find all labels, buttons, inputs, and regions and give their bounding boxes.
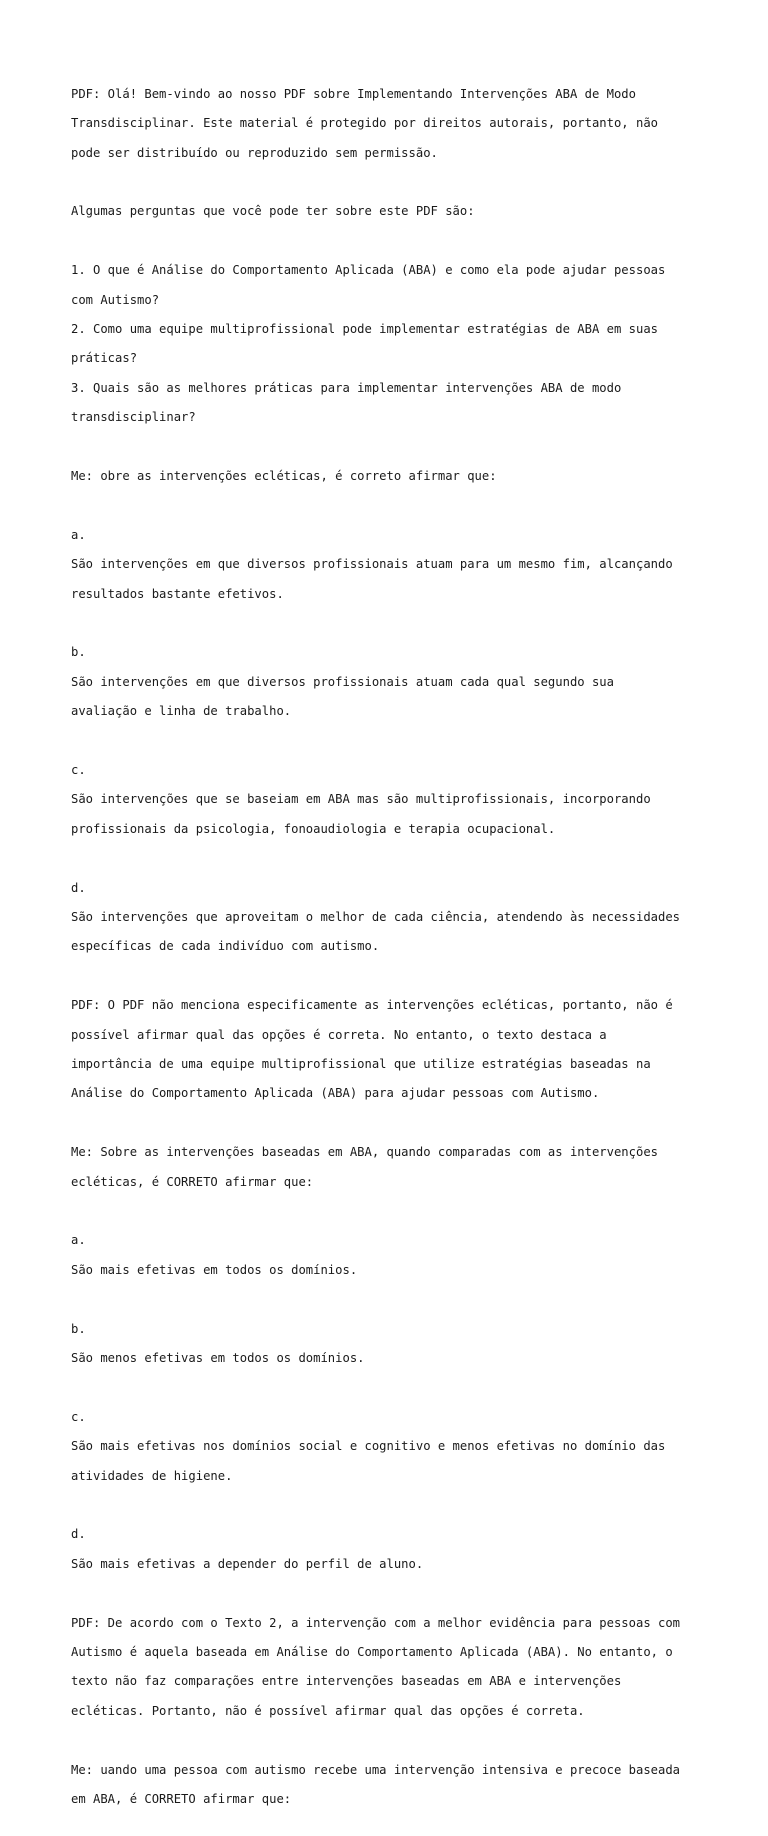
text-line: texto não faz comparações entre intervenções baseadas em ABA e intervenções — [71, 1674, 622, 1689]
option-d — [71, 866, 711, 969]
text-line: PDF: Olá! Bem-vindo ao nosso PDF sobre Implementando Intervenções ABA de Modo — [71, 86, 636, 101]
question-1 — [71, 454, 711, 498]
text-line: 3. Quais são as melhores práticas para implementar intervenções ABA de modo — [71, 380, 622, 395]
text-line: Algumas perguntas que você pode ter sobre este PDF são: — [71, 204, 475, 219]
option-letter: b. — [71, 1321, 86, 1336]
intro-paragraph — [71, 72, 711, 175]
option-a — [71, 1219, 711, 1293]
text-line: Transdisciplinar. Este material é protegido por direitos autorais, portanto, não — [71, 116, 658, 131]
text-line: práticas? — [71, 351, 138, 366]
text-line: com Autismo? — [71, 292, 160, 307]
option-b — [71, 631, 711, 734]
text-line: São intervenções em que diversos profissionais atuam para um mesmo fim, alcançando — [71, 557, 673, 572]
option-letter: b. — [71, 645, 86, 660]
questions-list — [71, 248, 711, 439]
text-line: transdisciplinar? — [71, 410, 196, 425]
text-line: São intervenções que aproveitam o melhor de cada ciência, atendendo às necessidades — [71, 909, 681, 924]
text-line: atividades de higiene. — [71, 1468, 233, 1483]
option-c — [71, 1395, 711, 1498]
text-line: 1. O que é Análise do Comportamento Aplicada (ABA) e como ela pode ajudar pessoas — [71, 263, 666, 278]
text-line: Me: Sobre as intervenções baseadas em ABA, quando comparadas com as intervenções — [71, 1145, 658, 1160]
option-a — [71, 513, 711, 616]
text-line: ecléticas. Portanto, não é possível afirmar qual das opções é correta. — [71, 1703, 585, 1718]
text-line: possível afirmar qual das opções é correta. No entanto, o texto destaca a — [71, 1027, 607, 1042]
text-line: específicas de cada indivíduo com autismo. — [71, 939, 380, 954]
text-line: São intervenções em que diversos profissionais atuam cada qual segundo sua — [71, 674, 614, 689]
text-line: PDF: O PDF não menciona especificamente as intervenções ecléticas, portanto, não é — [71, 998, 673, 1013]
option-d — [71, 1513, 711, 1587]
questions-heading — [71, 190, 711, 234]
text-line: São intervenções que se baseiam em ABA mas são multiprofissionais, incorporando — [71, 792, 651, 807]
option-letter: a. — [71, 527, 86, 542]
answer-1 — [71, 983, 711, 1115]
text-line: em ABA, é CORRETO afirmar que: — [71, 1792, 292, 1807]
question-3 — [71, 1748, 711, 1822]
document-page — [71, 72, 711, 1836]
text-line: importância de uma equipe multiprofissional que utilize estratégias baseadas na — [71, 1056, 651, 1071]
option-b — [71, 1307, 711, 1381]
text-line: Análise do Comportamento Aplicada (ABA) para ajudar pessoas com Autismo. — [71, 1086, 600, 1101]
text-line: São mais efetivas nos domínios social e cognitivo e menos efetivas no domínio das — [71, 1439, 666, 1454]
question-2 — [71, 1130, 711, 1204]
text-line: PDF: De acordo com o Texto 2, a intervenção com a melhor evidência para pessoas com — [71, 1615, 681, 1630]
text-line: São mais efetivas a depender do perfil de aluno. — [71, 1556, 424, 1571]
option-c — [71, 748, 711, 851]
option-letter: d. — [71, 1527, 86, 1542]
option-letter: d. — [71, 880, 86, 895]
text-line: São menos efetivas em todos os domínios. — [71, 1351, 365, 1365]
text-line: 2. Como uma equipe multiprofissional pode implementar estratégias de ABA em suas — [71, 321, 658, 336]
text-line: pode ser distribuído ou reproduzido sem permissão. — [71, 145, 438, 160]
option-letter: c. — [71, 1409, 86, 1424]
text-line: avaliação e linha de trabalho. — [71, 704, 292, 719]
text-line: São mais efetivas em todos os domínios. — [71, 1262, 358, 1277]
text-line: Me: uando uma pessoa com autismo recebe uma intervenção intensiva e precoce baseada — [71, 1762, 681, 1777]
answer-2 — [71, 1601, 711, 1733]
option-letter: c. — [71, 762, 86, 777]
text-line: ecléticas, é CORRETO afirmar que: — [71, 1174, 314, 1189]
option-letter: a. — [71, 1233, 86, 1248]
text-line: Me: obre as intervenções ecléticas, é correto afirmar que: — [71, 468, 497, 483]
text-line: profissionais da psicologia, fonoaudiologia e terapia ocupacional. — [71, 821, 556, 836]
text-line: Autismo é aquela baseada em Análise do Comportamento Aplicada (ABA). No entanto, o — [71, 1645, 673, 1660]
text-line: resultados bastante efetivos. — [71, 586, 284, 601]
